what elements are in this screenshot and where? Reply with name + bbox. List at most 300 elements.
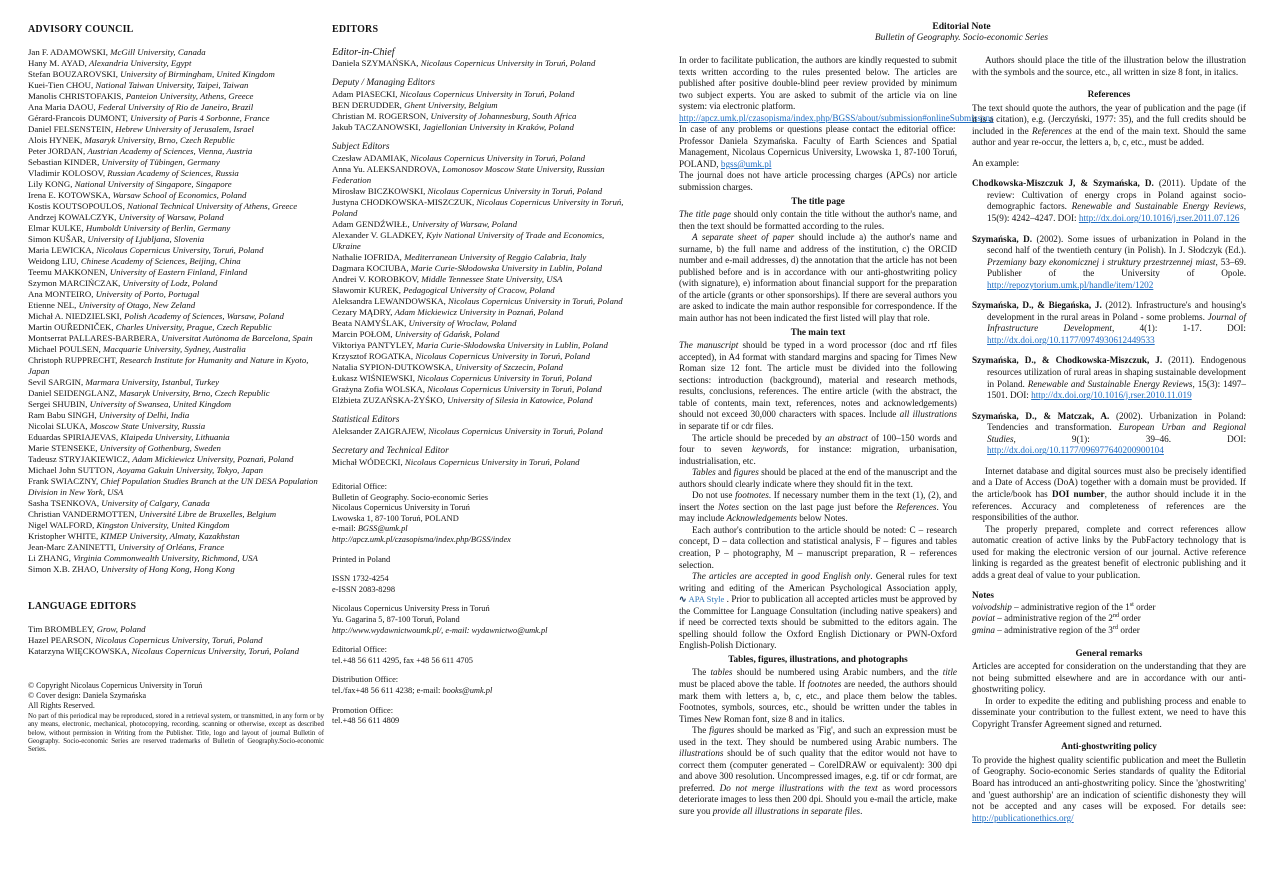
member-entry [28, 542, 324, 553]
member-entry [332, 58, 634, 69]
member-entry [332, 384, 634, 395]
member-affiliation: Nicolaus Copernicus University, Toruń, Poland [96, 245, 264, 255]
member-name: Dagmara KOCIUBA, [332, 263, 409, 273]
member-entry [332, 329, 634, 340]
member-name: Li ZHANG, [28, 553, 72, 563]
journal-subtitle: Bulletin of Geography. Socio-economic Series [874, 33, 1049, 43]
member-entry [28, 91, 324, 102]
member-affiliation: University of Birmingham, United Kingdom [120, 69, 275, 79]
member-name: Elmar KULKE, [28, 223, 84, 233]
paragraph [972, 602, 1246, 614]
member-affiliation: University of Orléans, France [118, 542, 225, 552]
text-run: (2002). Urbanization in Poland: Tendencies and transformation. [987, 410, 1246, 433]
member-name: Hany M. AYAD, [28, 58, 87, 68]
imprint-line-runs [332, 716, 399, 725]
member-entry [28, 322, 324, 333]
paragraph-runs [972, 602, 1156, 612]
paragraph [679, 725, 957, 817]
member-entry [28, 223, 324, 234]
member-affiliation: Masaryk University, Brno, Czech Republic [119, 388, 270, 398]
member-entry [28, 624, 324, 635]
editor-role: Secretary and Technical Editor [332, 446, 449, 456]
member-entry [332, 307, 634, 318]
text-run: The articles are accepted in good English only [692, 571, 871, 582]
imprint-line [332, 686, 634, 697]
paragraph [679, 525, 957, 571]
text-run: Tables [692, 467, 716, 478]
member-name: Jean-Marc ZANINETTI, [28, 542, 116, 552]
member-affiliation: Marie Curie-Skłodowska University in Lublin, Poland [410, 263, 602, 273]
member-entry [28, 421, 324, 432]
member-name: Ana Maria DAOU, [28, 102, 96, 112]
member-entry [28, 377, 324, 388]
editor-section [332, 78, 634, 133]
member-entry [28, 410, 324, 421]
text-run: European Urban and Regional Studies [987, 422, 1246, 444]
editor-members [332, 426, 634, 437]
member-name: Michael John SUTTON, [28, 465, 115, 475]
member-affiliation: Chinese Academy of Sciences, Beijing, China [80, 256, 241, 266]
text-run: Notes [718, 501, 739, 512]
paragraph-runs [1076, 648, 1143, 658]
paragraph-runs [679, 467, 957, 489]
imprint-line-runs [332, 574, 389, 583]
text-run: , 15(9): 4242–4247. DOI: [987, 201, 1246, 224]
text-run: The manuscript [679, 340, 739, 351]
member-name: Szymon MARCIŃCZAK, [28, 278, 121, 288]
member-entry [332, 100, 634, 111]
member-entry [332, 263, 634, 274]
paragraph [972, 581, 1246, 590]
language-editors-list [28, 624, 324, 657]
paragraph [679, 667, 957, 725]
member-affiliation: University of Wroclaw, Poland [408, 318, 517, 328]
text-run: Each author's contribution to the article should be noted: C – research concept, D – data collection and statistical analysis, F – figures and tables creation, P – photography, M – manuscript preparation, R – references selection. [679, 524, 957, 570]
paragraph-runs [972, 355, 1246, 400]
member-name: Krzysztof ROGATKA, [332, 351, 414, 361]
member-name: Anna Yu. ALEKSANDROVA, [332, 164, 441, 174]
text-run: – administrative region of the 1 [1011, 601, 1130, 612]
member-name: Hazel PEARSON, [28, 635, 93, 645]
member-name: Nigel WALFORD, [28, 520, 95, 530]
hyperlink[interactable]: http://dx.doi.org/10.1177/096977640200900104 [987, 445, 1164, 456]
text-run: Bulletin of Geography. Socio-economic Series [332, 492, 488, 502]
member-name: Weidong LIU, [28, 256, 79, 266]
paragraph [679, 340, 957, 432]
paragraph-runs [679, 490, 957, 523]
member-entry [28, 267, 324, 278]
imprint-line [332, 615, 634, 626]
member-affiliation: University of Calgary, Canada [101, 498, 210, 508]
member-entry [332, 362, 634, 373]
text-run: must be placed above the table. If [679, 678, 808, 689]
member-entry [28, 135, 324, 146]
member-entry [332, 164, 634, 186]
member-affiliation: University of Eastern Finland, Finland [109, 267, 248, 277]
member-entry [332, 197, 634, 219]
member-name: Alexander V. GLADKEY, [332, 230, 424, 240]
paragraph-runs [791, 196, 845, 206]
advisory-council-column [28, 24, 324, 754]
member-name: Eduardas SPIRIAJEVAS, [28, 432, 119, 442]
member-affiliation: University of Paris 4 Sorbonne, France [130, 113, 270, 123]
text-run: should be of such quality that the editor would not have to correct them (computer generated – CorelDRAW or equivalent): 300 dpi and above 300 resolution. Uncompressed images, e.g. tif or cdr format, are preferred. [679, 748, 957, 793]
member-entry [28, 443, 324, 454]
member-entry [332, 426, 634, 437]
text-run: (2012). Infrastructure's and housing's development in the rural areas in Poland - some problems. [987, 300, 1247, 322]
hyperlink[interactable]: http://repozytorium.umk.pl/handle/item/1202 [987, 279, 1154, 290]
member-entry [28, 146, 324, 157]
text-run: should be numbered using Arabic numbers, and the [732, 667, 943, 678]
member-entry [28, 47, 324, 58]
text-run: gmina [972, 624, 995, 635]
paragraph [972, 355, 1246, 401]
member-name: Stefan BOUZAROVSKI, [28, 69, 118, 79]
member-entry [332, 285, 634, 296]
member-entry [28, 531, 324, 542]
paragraph-runs [972, 55, 1246, 77]
member-name: Montserrat PALLARES-BARBERA, [28, 333, 160, 343]
text-run: http://www.wydawnictwoumk.pl/, e-mail: wydawnictwo@umk.pl [332, 625, 548, 635]
paragraph [972, 55, 1246, 78]
member-name: Daniel SEIDENGLANZ, [28, 388, 117, 398]
member-affiliation: Marmara University, Istanbul, Turkey [85, 377, 220, 387]
member-name: Maria LEWICKA, [28, 245, 94, 255]
imprint-line [332, 716, 634, 727]
paragraph-runs [679, 525, 957, 570]
member-entry [332, 111, 634, 122]
text-run: of 100–150 words and four to seven [679, 432, 957, 455]
text-run: footnotes [735, 490, 769, 501]
member-entry [28, 124, 324, 135]
text-run: In order to facilitate publication, the authors are kindly requested to submit texts written according to the rules presented below. The articles are published after positive double-blind peer review provided by minimum two subject experts. You are asked to submit of the article via on line system: via electronic platform. [679, 55, 957, 112]
paragraph-runs [679, 433, 957, 466]
member-entry [28, 355, 324, 377]
hyperlink[interactable]: http://apcz.umk.pl/czasopisma/index.php/BGSS/about/submission#onlineSubmissons [679, 112, 994, 123]
imprint-line [332, 482, 634, 493]
member-entry [332, 395, 634, 406]
hyperlink[interactable]: bgss@umk.pl [720, 158, 772, 169]
member-name: Frank SWIACZNY, [28, 476, 99, 486]
paragraph-runs [972, 411, 1246, 456]
member-affiliation: McGill University, Canada [110, 47, 206, 57]
member-name: Łukasz WIŚNIEWSKI, [332, 373, 415, 383]
member-affiliation: Russian Academy of Sciences, Russia [107, 168, 239, 178]
member-name: Nathalie IOFRIDA, [332, 252, 402, 262]
text-run: Editorial Office: [332, 645, 387, 655]
paragraph-runs [972, 178, 1246, 223]
member-affiliation: KIMEP University, Almaty, Kazakhstan [100, 531, 240, 541]
paragraph-runs [728, 654, 907, 664]
paragraph-runs [972, 613, 1141, 623]
imprint-line-runs [332, 482, 387, 491]
imprint-line [332, 666, 634, 675]
member-affiliation: Nicolaus Copernicus University in Toruń, Poland [399, 89, 575, 99]
text-run: , 9(1): 39–46. DOI: [1013, 433, 1246, 444]
paragraph [972, 590, 1246, 602]
member-affiliation: University of Hong Kong, Hong Kong [100, 564, 235, 574]
member-entry [28, 498, 324, 509]
member-name: Christoph RUPPRECHT, [28, 355, 118, 365]
copyright-line: © Copyright Nicolaus Copernicus University in Toruń [28, 681, 203, 690]
imprint-block [332, 482, 634, 727]
member-entry [28, 80, 324, 91]
member-name: Tim BROMBLEY, [28, 624, 95, 634]
member-affiliation: Université Libre de Bruxelles, Belgium [138, 509, 277, 519]
paragraph [972, 637, 1246, 646]
member-affiliation: University of Lodz, Poland [122, 278, 218, 288]
member-affiliation: Maria Curie-Skłodowska University in Lublin, Poland [416, 340, 608, 350]
paragraph [679, 112, 994, 171]
paragraph-runs [679, 209, 957, 231]
imprint-line-runs [332, 675, 398, 684]
member-name: Christian M. ROGERSON, [332, 111, 429, 121]
text-run: keywords [751, 444, 787, 455]
member-entry [28, 311, 324, 322]
member-name: Gérard-Francois DUMONT, [28, 113, 128, 123]
paragraph-runs [679, 725, 957, 816]
member-name: Katarzyna WIĘCKOWSKA, [28, 646, 130, 656]
member-entry [28, 289, 324, 300]
member-entry [28, 432, 324, 443]
imprint-line [332, 555, 634, 566]
text-run: Przemiany bazy ekonomicznej i struktury przestrzennej miast [987, 256, 1216, 267]
text-run: Internet database and digital sources must also be precisely identified and a Date of Access (DoA) together with a domain must be provided. If the article/book has [972, 465, 1246, 499]
member-name: Justyna CHODKOWSKA-MISZCZUK, [332, 197, 475, 207]
member-affiliation: Nicolaus Copernicus University, Toruń, Poland [131, 646, 299, 656]
paragraph [972, 661, 1246, 696]
member-affiliation: Adam Mickiewicz University, Poznań, Poland [132, 454, 294, 464]
text-run: order [1118, 624, 1140, 635]
member-entry [332, 230, 634, 252]
member-affiliation: University of Johannesburg, South Africa [430, 111, 577, 121]
text-run: Tables, figures, illustrations, and photographs [728, 653, 908, 664]
hyperlink[interactable]: http://dx.doi.org/10.1016/j.rser.2010.11.019 [1031, 390, 1192, 401]
text-run: section on the last page just before the [738, 501, 897, 512]
text-run: books@umk.pl [442, 685, 493, 695]
member-entry [28, 190, 324, 201]
text-run: References [1087, 89, 1131, 100]
text-run: The title page [679, 209, 731, 220]
editor-role: Editor-in-Chief [332, 47, 395, 58]
paragraph [972, 613, 1246, 625]
member-name: Cezary MĄDRY, [332, 307, 393, 317]
member-affiliation: Humboldt University of Berlin, Germany [85, 223, 231, 233]
member-name: Jakub TACZANOWSKI, [332, 122, 421, 132]
hyperlink[interactable]: http://dx.doi.org/10.1016/j.rser.2011.07.126 [1078, 213, 1240, 224]
text-run: . General rules for text writing and editing of the American Psychological Association apply, [679, 571, 957, 593]
editor-members [332, 153, 634, 406]
paragraph-runs [679, 170, 957, 192]
paragraph [972, 234, 1246, 292]
member-entry [28, 465, 324, 476]
member-entry [28, 564, 324, 575]
member-name: Adam PIASECKI, [332, 89, 398, 99]
text-run: e-mail: [332, 524, 358, 534]
editor-members [332, 457, 634, 468]
member-entry [28, 646, 324, 657]
imprint-line-runs [332, 524, 408, 533]
text-run: Szymańska, D., & Matczak, A. [972, 410, 1110, 421]
member-affiliation: Masaryk University, Brno, Czech Republic [84, 135, 235, 145]
member-affiliation: University of Gothenburg, Sweden [99, 443, 221, 453]
member-name: Christian VANDERMOTTEN, [28, 509, 137, 519]
imprint-line-runs [332, 493, 488, 502]
member-affiliation: National Taiwan University, Taipei, Taiwan [95, 80, 249, 90]
imprint-line [332, 503, 634, 514]
imprint-line-runs [332, 555, 390, 564]
imprint-line [332, 585, 634, 596]
text-run: tel.+48 56 611 4809 [332, 716, 400, 726]
paragraph [679, 55, 957, 113]
text-run: In order to expedite the editing and publishing process and enable to disseminate your contribution to the fullest extent, we need to have this Copyright Transfer Agreement signed and returned. [972, 695, 1246, 729]
member-affiliation: Polish Academy of Sciences, Warsaw, Poland [124, 311, 284, 321]
member-affiliation: Ghent University, Belgium [404, 100, 498, 110]
paragraph [972, 411, 1246, 457]
editorial-note-header [678, 21, 1245, 43]
member-entry [28, 333, 324, 344]
member-affiliation: Universitat Autònoma de Barcelona, Spain [161, 333, 313, 343]
text-run: . You may include [679, 501, 958, 524]
text-run: The journal does not have article processing charges (APCs) nor article submission charges. [679, 170, 957, 193]
member-name: Vladimir KOLOSOV, [28, 168, 106, 178]
imprint-line-runs [332, 645, 387, 654]
hyperlink[interactable]: http://dx.doi.org/10.1177/0974930612449533 [987, 334, 1155, 345]
member-affiliation: Kyiv National University of Trade and Economics, Ukraine [332, 230, 605, 251]
member-entry [332, 296, 634, 307]
member-name: Mirosław BICZKOWSKI, [332, 186, 426, 196]
editor-section [332, 446, 634, 468]
member-affiliation: University of Tübingen, Germany [101, 157, 220, 167]
member-affiliation: Virginia Commonwealth University, Richmond, USA [73, 553, 258, 563]
paragraph [679, 196, 957, 208]
text-run: Do not use [692, 490, 736, 501]
text-run: The [692, 667, 711, 678]
paragraph-runs [972, 300, 1246, 345]
imprint-line-runs [332, 514, 459, 523]
paragraph [972, 466, 1246, 524]
member-affiliation: Nicolaus Copernicus University in Toruń, Poland [427, 384, 602, 394]
member-entry [28, 635, 324, 646]
paragraph-runs [679, 113, 994, 169]
text-run: DOI number [1051, 488, 1105, 499]
imprint-line [332, 697, 634, 706]
text-run: and [715, 467, 734, 478]
text-run: . If necessary number them in the text (1), (2), and insert the [679, 490, 957, 512]
imprint-line-runs [332, 604, 490, 613]
member-entry [332, 153, 634, 164]
text-run: order [1119, 613, 1141, 624]
member-affiliation: Klaipeda University, Lithuania [120, 432, 230, 442]
imprint-line [332, 645, 634, 656]
text-run: – administrative region of the 3 [994, 624, 1113, 635]
member-affiliation: University of Porto, Portugal [95, 289, 200, 299]
paragraph-runs [972, 103, 1246, 148]
imprint-line [332, 493, 634, 504]
member-name: Sevil SARGIN, [28, 377, 84, 387]
editor-section [332, 47, 634, 69]
member-affiliation: Pedagogical University of Cracow, Poland [403, 285, 555, 295]
member-entry [28, 278, 324, 289]
text-run: Authors should place the title of the illustration below the illustration with the symbols and the source, etc., all written in size 8 font, in italics. [972, 55, 1246, 77]
text-run: BGSS@umk.pl [357, 524, 408, 534]
member-entry [332, 340, 634, 351]
editor-section [332, 415, 634, 437]
member-name: Kristopher WHITE, [28, 531, 99, 541]
text-run: Renewable and Sustainable Energy Reviews [1027, 378, 1193, 389]
member-entry [332, 122, 634, 133]
member-name: Daniel FELSENSTEIN, [28, 124, 114, 134]
paragraph [972, 89, 1246, 101]
paragraph-runs [1088, 89, 1131, 99]
text-run: Yu. Gagarina 5, 87-100 Toruń, Poland [332, 614, 460, 624]
member-name: Irena E. KOTOWSKA, [28, 190, 111, 200]
text-run: rd [1112, 623, 1119, 631]
hyperlink[interactable]: http://publicationethics.org/ [972, 812, 1074, 823]
imprint-line-runs [332, 656, 473, 665]
paragraph-runs [679, 340, 957, 431]
member-name: Natalia SYPION-DUTKOWSKA, [332, 362, 454, 372]
paragraph [972, 300, 1246, 346]
rights-fine-print: No part of this periodical may be reproduced, stored in a retrieval system, or transmitted, in any form or by any means, electronic, mechanical, photocopying, recording, scanning or otherwise, except as described below, without permission in Writing from the Publisher. Title, logo and layout of journal Bulletin of Geography. Socio-economic Series are reserved trademarks of Bulletin of Geography.Socio-economic Series. [28, 713, 324, 754]
member-affiliation: Jagiellonian University in Kraków, Poland [422, 122, 574, 132]
member-affiliation: Nicolaus Copernicus University in Toruń, Poland [415, 351, 590, 361]
member-affiliation: Alexandria University, Egypt [89, 58, 192, 68]
text-run: – administrative region of the 2 [994, 613, 1113, 624]
member-name: Alois HYNEK, [28, 135, 83, 145]
paragraph [679, 209, 957, 232]
text-run: Acknowledgements [726, 513, 797, 524]
text-run: ∿ APA Style [679, 594, 724, 604]
editor-members [332, 58, 634, 69]
member-name: Sasha TSENKOVA, [28, 498, 100, 508]
member-entry [28, 509, 324, 520]
member-name: Andrei V. KOROBKOV, [332, 274, 420, 284]
paragraph [679, 571, 957, 652]
member-entry [28, 58, 324, 69]
member-affiliation: Research Institute for Humanity and Nature in Kyoto, Japan [28, 355, 309, 376]
member-affiliation: Charles University, Prague, Czech Republic [115, 322, 272, 332]
paragraph-runs [972, 661, 1246, 694]
member-affiliation: Warsaw School of Economics, Poland [112, 190, 247, 200]
member-affiliation: Mediterranean University of Reggio Calabria, Italy [404, 252, 587, 262]
member-name: Kuei-Tien CHOU, [28, 80, 94, 90]
imprint-line-runs [332, 535, 511, 544]
member-name: Sebastian KINDER, [28, 157, 100, 167]
imprint-line [332, 675, 634, 686]
member-affiliation: University of Szczecin, Poland [455, 362, 563, 372]
member-affiliation: Adam Mickiewicz University in Poznań, Poland [394, 307, 564, 317]
member-name: Ana MONTEIRO, [28, 289, 94, 299]
text-run: tables [710, 667, 733, 678]
member-entry [28, 245, 324, 256]
text-run: , 4(1): 1-17. DOI: [1111, 323, 1246, 334]
paragraph [679, 467, 957, 490]
member-name: Marcin POŁOM, [332, 329, 393, 339]
member-affiliation: University of Delhi, India [98, 410, 190, 420]
text-run: an abstract [825, 432, 868, 443]
member-name: Viktoriya PANTYLEY, [332, 340, 415, 350]
member-affiliation: University of Gdańsk, Poland [394, 329, 500, 339]
instructions-right-column [972, 55, 1246, 824]
member-name: Simon KUŠAR, [28, 234, 86, 244]
text-run: Chodkowska-Miszczuk J, & Szymańska, D. [972, 178, 1154, 189]
text-run: figures [733, 467, 759, 478]
text-run: should be placed at the end of the manuscript and the authors should clearly indicate where they should fit in the text. [679, 467, 957, 489]
text-run: Articles are accepted for consideration on the understanding that they are not being submitted elsewhere and are in accordance with our anti-ghostwriting policy. [972, 661, 1246, 695]
text-run: nd [1112, 612, 1120, 620]
member-affiliation: Nicolaus Copernicus University in Toruń, Poland [420, 58, 596, 68]
